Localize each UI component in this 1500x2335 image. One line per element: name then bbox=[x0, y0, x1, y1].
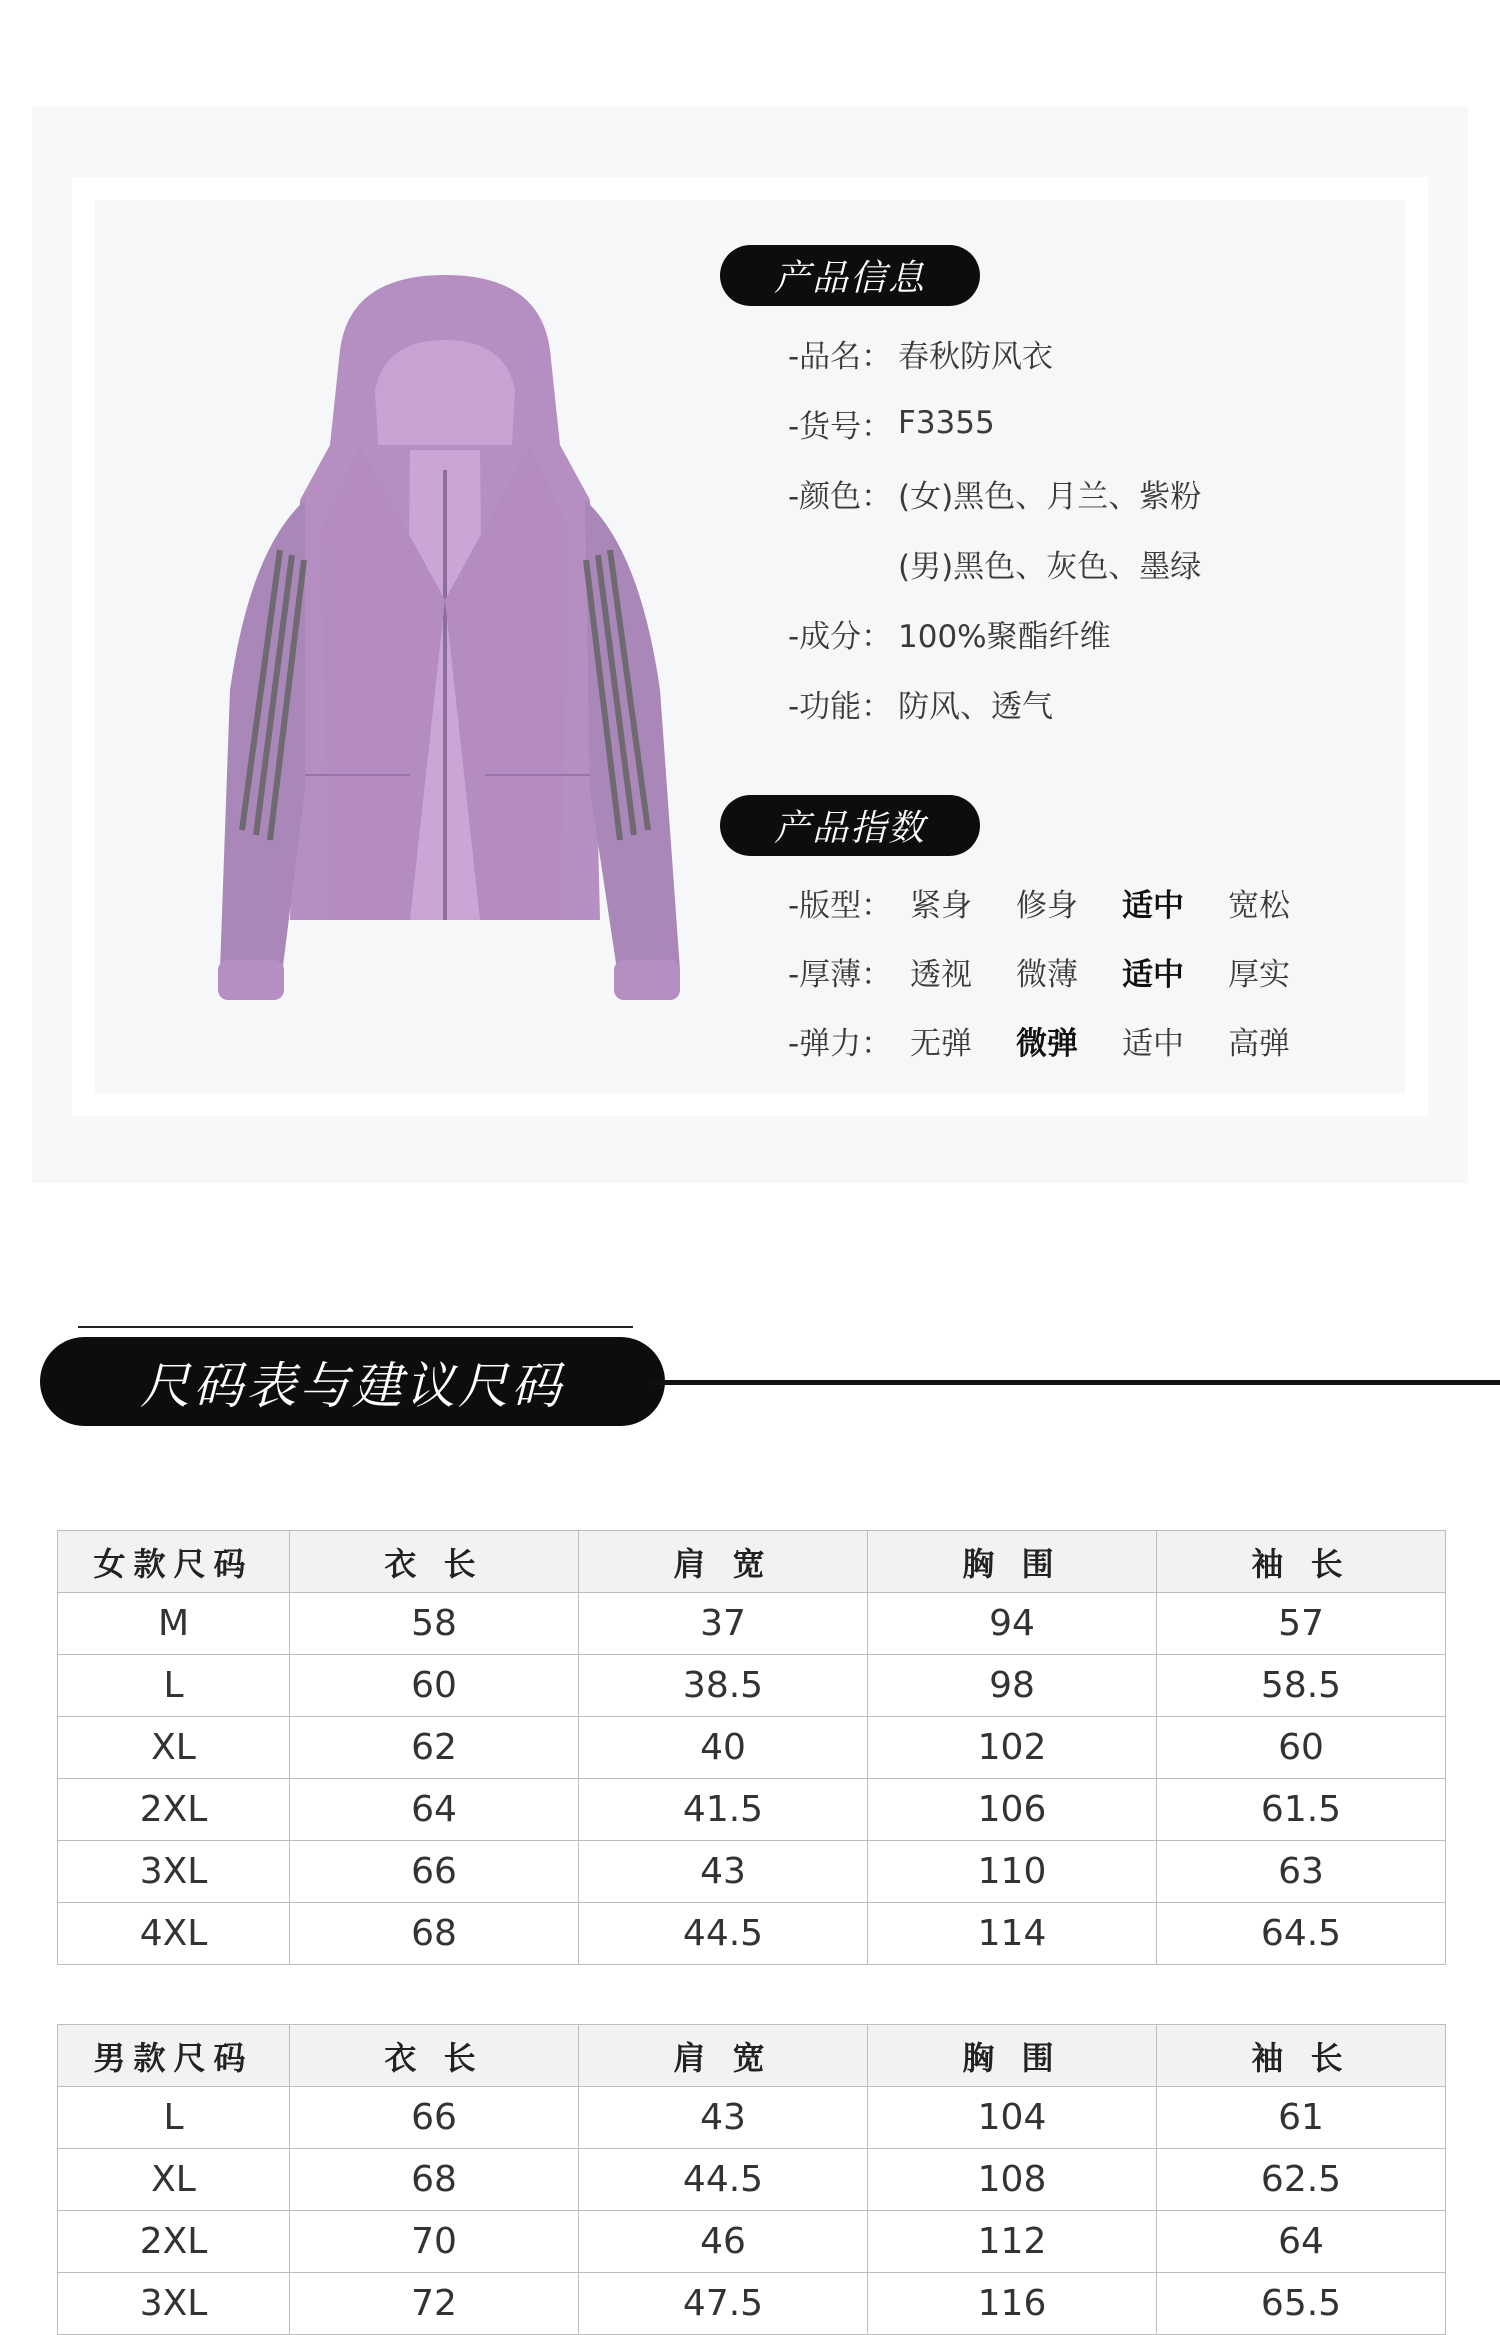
column-header: 胸 围 bbox=[868, 1531, 1157, 1593]
table-row bbox=[58, 1593, 1446, 1655]
measure-cell: 62.5 bbox=[1157, 2149, 1446, 2211]
index-option: 紧身 bbox=[910, 888, 972, 924]
size-chart-heading: 尺码表与建议尺码 bbox=[40, 1337, 665, 1426]
measure-cell: 47.5 bbox=[579, 2273, 868, 2335]
index-key: -弹力： bbox=[788, 1026, 893, 1062]
measure-cell: 102 bbox=[868, 1717, 1157, 1779]
size-heading-divider bbox=[78, 1326, 633, 1328]
measure-cell: 108 bbox=[868, 2149, 1157, 2211]
column-header: 女款尺码 bbox=[58, 1531, 290, 1593]
info-key: -功能： bbox=[788, 688, 893, 725]
jacket-image bbox=[210, 270, 690, 1020]
index-option: 无弹 bbox=[910, 1026, 972, 1062]
table-row bbox=[58, 2087, 1446, 2149]
measure-cell: 112 bbox=[868, 2211, 1157, 2273]
measure-cell: 72 bbox=[290, 2273, 579, 2335]
index-option-selected: 适中 bbox=[1122, 888, 1184, 924]
measure-cell: 64 bbox=[1157, 2211, 1446, 2273]
index-option: 厚实 bbox=[1228, 957, 1290, 993]
measure-cell: 110 bbox=[868, 1841, 1157, 1903]
table-header-row bbox=[58, 1531, 1446, 1593]
index-row bbox=[788, 1006, 1334, 1075]
size-label-cell: 4XL bbox=[58, 1903, 290, 1965]
measure-cell: 64.5 bbox=[1157, 1903, 1446, 1965]
info-row-color bbox=[788, 458, 1201, 528]
index-option: 修身 bbox=[1016, 888, 1078, 924]
info-value: (男)黑色、灰色、墨绿 bbox=[898, 548, 1202, 585]
index-row bbox=[788, 937, 1334, 1006]
column-header: 袖 长 bbox=[1157, 1531, 1446, 1593]
info-value: 防风、透气 bbox=[898, 688, 1053, 725]
index-option: 微薄 bbox=[1016, 957, 1078, 993]
size-label-cell: M bbox=[58, 1593, 290, 1655]
info-row-sku bbox=[788, 388, 1201, 458]
product-info-list bbox=[788, 318, 1201, 738]
table-row bbox=[58, 2149, 1446, 2211]
size-label-cell: XL bbox=[58, 1717, 290, 1779]
measure-cell: 68 bbox=[290, 1903, 579, 1965]
measure-cell: 106 bbox=[868, 1779, 1157, 1841]
info-row-color-men bbox=[788, 528, 1201, 598]
measure-cell: 60 bbox=[290, 1655, 579, 1717]
info-key: -货号： bbox=[788, 408, 893, 445]
measure-cell: 41.5 bbox=[579, 1779, 868, 1841]
info-row-material bbox=[788, 598, 1201, 668]
size-label-cell: L bbox=[58, 2087, 290, 2149]
measure-cell: 46 bbox=[579, 2211, 868, 2273]
measure-cell: 114 bbox=[868, 1903, 1157, 1965]
measure-cell: 57 bbox=[1157, 1593, 1446, 1655]
table-row bbox=[58, 2273, 1446, 2335]
info-key: -颜色： bbox=[788, 478, 893, 515]
index-option: 透视 bbox=[910, 957, 972, 993]
column-header: 肩 宽 bbox=[579, 1531, 868, 1593]
table-row bbox=[58, 1903, 1446, 1965]
column-header: 袖 长 bbox=[1157, 2025, 1446, 2087]
product-info-heading: 产品信息 bbox=[720, 245, 980, 306]
size-label-cell: 3XL bbox=[58, 1841, 290, 1903]
measure-cell: 58 bbox=[290, 1593, 579, 1655]
info-value: 春秋防风衣 bbox=[898, 338, 1053, 375]
measure-cell: 64 bbox=[290, 1779, 579, 1841]
column-header: 肩 宽 bbox=[579, 2025, 868, 2087]
size-label-cell: 2XL bbox=[58, 2211, 290, 2273]
info-row-function bbox=[788, 668, 1201, 738]
measure-cell: 104 bbox=[868, 2087, 1157, 2149]
index-option: 适中 bbox=[1122, 1026, 1184, 1062]
table-row bbox=[58, 1841, 1446, 1903]
table-row bbox=[58, 1779, 1446, 1841]
women-size-table bbox=[57, 1530, 1446, 1965]
size-label-cell: L bbox=[58, 1655, 290, 1717]
info-key: -成分： bbox=[788, 618, 893, 655]
measure-cell: 37 bbox=[579, 1593, 868, 1655]
measure-cell: 63 bbox=[1157, 1841, 1446, 1903]
index-option: 宽松 bbox=[1228, 888, 1290, 924]
measure-cell: 60 bbox=[1157, 1717, 1446, 1779]
index-option: 高弹 bbox=[1228, 1026, 1290, 1062]
measure-cell: 116 bbox=[868, 2273, 1157, 2335]
measure-cell: 44.5 bbox=[579, 2149, 868, 2211]
table-row bbox=[58, 2211, 1446, 2273]
men-size-table bbox=[57, 2024, 1446, 2335]
measure-cell: 62 bbox=[290, 1717, 579, 1779]
measure-cell: 65.5 bbox=[1157, 2273, 1446, 2335]
measure-cell: 94 bbox=[868, 1593, 1157, 1655]
measure-cell: 43 bbox=[579, 1841, 868, 1903]
info-key: -品名： bbox=[788, 338, 893, 375]
table-row bbox=[58, 1655, 1446, 1717]
size-heading-rule bbox=[650, 1380, 1500, 1385]
index-option-selected: 微弹 bbox=[1016, 1026, 1078, 1062]
index-row bbox=[788, 868, 1334, 937]
size-label-cell: 2XL bbox=[58, 1779, 290, 1841]
index-option-selected: 适中 bbox=[1122, 957, 1184, 993]
index-key: -版型： bbox=[788, 888, 893, 924]
measure-cell: 70 bbox=[290, 2211, 579, 2273]
product-index-heading: 产品指数 bbox=[720, 795, 980, 856]
measure-cell: 66 bbox=[290, 2087, 579, 2149]
index-key: -厚薄： bbox=[788, 957, 893, 993]
product-index-list bbox=[788, 868, 1334, 1075]
measure-cell: 43 bbox=[579, 2087, 868, 2149]
measure-cell: 38.5 bbox=[579, 1655, 868, 1717]
table-row bbox=[58, 1717, 1446, 1779]
size-label-cell: XL bbox=[58, 2149, 290, 2211]
measure-cell: 98 bbox=[868, 1655, 1157, 1717]
info-value: F3355 bbox=[898, 405, 995, 441]
info-value: (女)黑色、月兰、紫粉 bbox=[898, 478, 1202, 515]
measure-cell: 58.5 bbox=[1157, 1655, 1446, 1717]
column-header: 衣 长 bbox=[290, 2025, 579, 2087]
measure-cell: 61 bbox=[1157, 2087, 1446, 2149]
measure-cell: 66 bbox=[290, 1841, 579, 1903]
measure-cell: 44.5 bbox=[579, 1903, 868, 1965]
column-header: 衣 长 bbox=[290, 1531, 579, 1593]
info-row-name bbox=[788, 318, 1201, 388]
size-label-cell: 3XL bbox=[58, 2273, 290, 2335]
table-header-row bbox=[58, 2025, 1446, 2087]
column-header: 胸 围 bbox=[868, 2025, 1157, 2087]
info-value: 100%聚酯纤维 bbox=[898, 618, 1111, 655]
measure-cell: 61.5 bbox=[1157, 1779, 1446, 1841]
column-header: 男款尺码 bbox=[58, 2025, 290, 2087]
measure-cell: 40 bbox=[579, 1717, 868, 1779]
measure-cell: 68 bbox=[290, 2149, 579, 2211]
